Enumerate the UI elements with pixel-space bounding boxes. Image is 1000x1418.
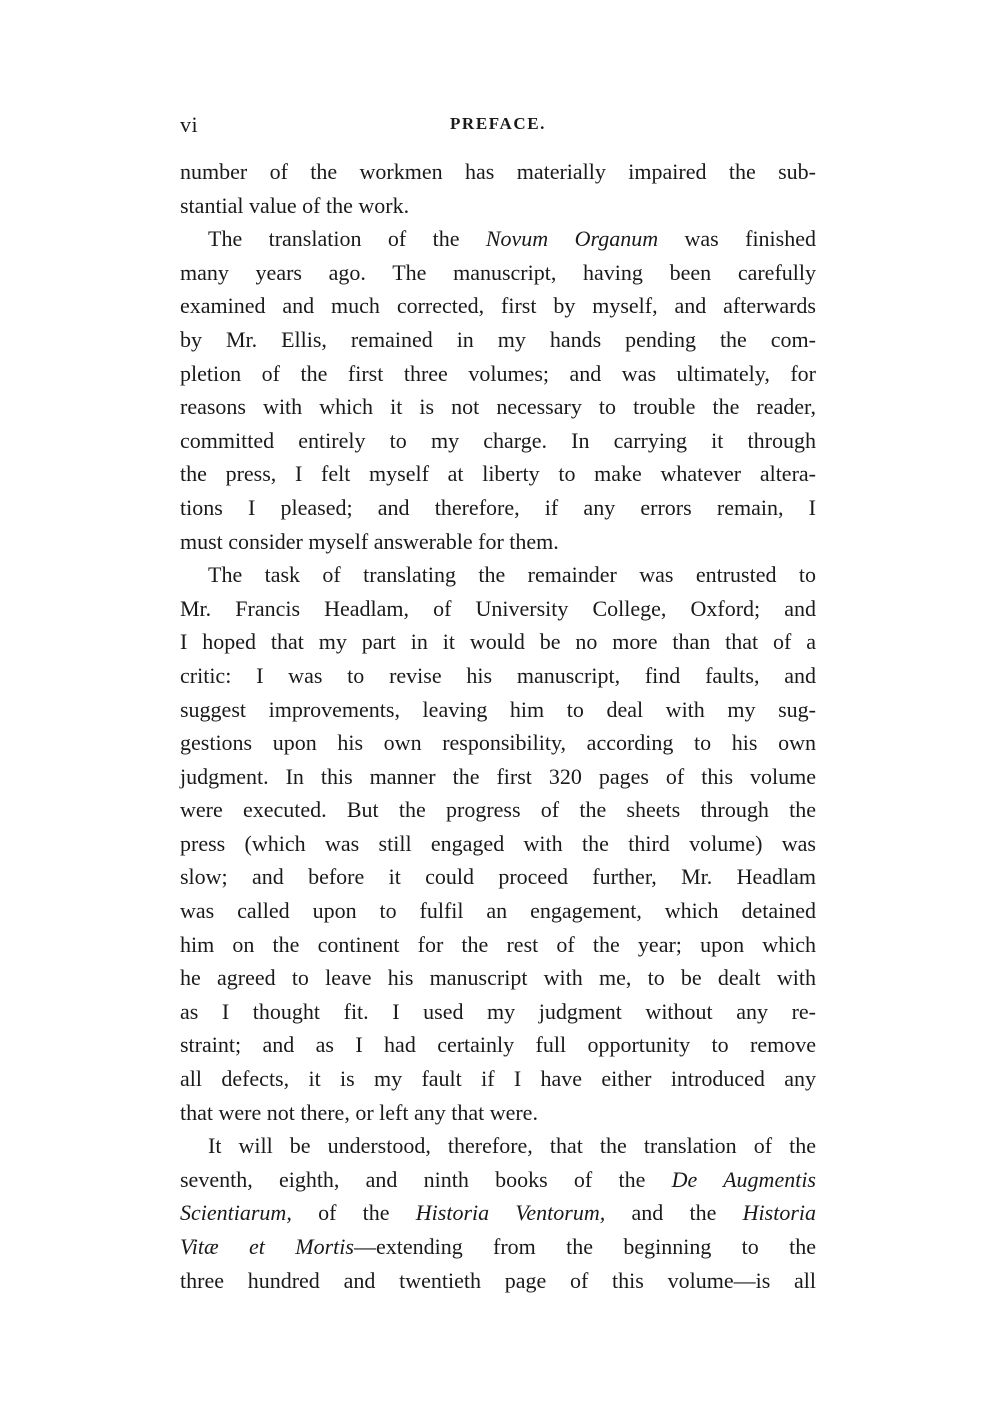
text-line — [180, 995, 816, 1029]
text-line — [180, 1264, 816, 1298]
text-line — [180, 390, 816, 424]
italic-title: Scientiarum, — [180, 1200, 292, 1226]
text-line — [180, 793, 816, 827]
text-line — [180, 189, 816, 223]
text-segment: judgment. In this manner the first 320 pages of this volume — [180, 763, 816, 789]
text-segment: press (which was still engaged with the third volume) was — [180, 830, 816, 856]
text-line — [180, 1196, 816, 1230]
text-segment: I hoped that my part in it would be no more than that of a — [180, 629, 816, 655]
text-line — [180, 1230, 816, 1264]
running-head: PREFACE. — [449, 114, 547, 133]
text-segment: examined and much corrected, first by myself, and afterwards — [180, 293, 816, 319]
text-line — [180, 155, 816, 189]
text-line — [180, 256, 816, 290]
text-segment: critic: I was to revise his manuscript, find faults, and — [180, 662, 816, 688]
text-line — [180, 961, 816, 995]
text-segment: all defects, it is my fault if I have either introduced any — [180, 1066, 816, 1092]
text-segment: that were not there, or left any that were. — [180, 1099, 538, 1125]
text-segment: straint; and as I had certainly full opportunity to remove — [180, 1032, 816, 1058]
text-segment: number of the workmen has materially impaired the sub- — [180, 159, 816, 184]
text-line — [180, 693, 816, 727]
text-line — [180, 760, 816, 794]
text-line — [180, 525, 816, 559]
text-line — [180, 592, 816, 626]
italic-title: Historia — [742, 1200, 816, 1226]
text-line — [180, 491, 816, 525]
text-segment: was finished — [658, 226, 816, 252]
text-segment: many years ago. The manuscript, having been carefully — [180, 259, 816, 285]
text-segment: reasons with which it is not necessary to trouble the reader, — [180, 394, 816, 420]
text-line — [180, 1129, 816, 1163]
text-line — [180, 457, 816, 491]
text-line — [180, 222, 816, 256]
text-line — [180, 827, 816, 861]
italic-title: Novum Organum — [485, 226, 659, 252]
text-segment: three hundred and twentieth page of this volume—is all — [180, 1267, 816, 1293]
text-line — [180, 558, 816, 592]
page-header — [180, 112, 816, 142]
text-line — [180, 289, 816, 323]
text-line — [180, 860, 816, 894]
text-segment: were executed. But the progress of the sheets through the — [180, 797, 816, 823]
text-segment: committed entirely to my charge. In carrying it through — [180, 427, 816, 453]
text-segment: and the — [605, 1200, 743, 1226]
text-segment: stantial value of the work. — [180, 192, 410, 218]
text-segment: —extending from the beginning to the — [353, 1234, 816, 1259]
text-line — [180, 659, 816, 693]
body-text — [180, 155, 816, 1297]
italic-title: Historia Ventorum, — [415, 1200, 606, 1226]
text-segment: suggest improvements, leaving him to deal with my sug- — [180, 696, 816, 722]
text-segment: The task of translating the remainder was entrusted to — [208, 562, 816, 588]
text-segment: pletion of the first three volumes; and was ultimately, for — [180, 360, 816, 386]
text-line — [180, 1096, 816, 1130]
text-segment: The translation of the — [208, 226, 486, 252]
text-segment: It will be understood, therefore, that the translation of the — [208, 1133, 816, 1159]
text-line — [180, 625, 816, 659]
text-line — [180, 1163, 816, 1197]
text-line — [180, 1062, 816, 1096]
text-segment: him on the continent for the rest of the year; upon which — [180, 931, 816, 957]
text-line — [180, 1028, 816, 1062]
text-segment: the press, I felt myself at liberty to make whatever altera- — [180, 461, 816, 487]
text-segment: slow; and before it could proceed further, Mr. Headlam — [180, 864, 816, 890]
page-number: vi — [180, 112, 199, 137]
text-line — [180, 726, 816, 760]
text-segment: must consider myself answerable for them. — [180, 528, 559, 554]
text-segment: Mr. Francis Headlam, of University College, Oxford; and — [180, 595, 816, 621]
text-segment: seventh, eighth, and ninth books of the — [180, 1166, 672, 1192]
text-line — [180, 894, 816, 928]
text-segment: tions I pleased; and therefore, if any errors remain, I — [180, 494, 816, 520]
text-segment: as I thought fit. I used my judgment without any re- — [180, 998, 816, 1024]
text-segment: he agreed to leave his manuscript with me, to be dealt with — [180, 965, 816, 991]
text-segment: of the — [291, 1200, 416, 1226]
text-line — [180, 424, 816, 458]
text-line — [180, 323, 816, 357]
italic-title: Vitæ et Mortis — [180, 1234, 354, 1259]
text-segment: by Mr. Ellis, remained in my hands pending the com- — [180, 326, 816, 352]
text-line — [180, 357, 816, 391]
text-segment: was called upon to fulfil an engagement, which detained — [180, 898, 816, 924]
text-segment: gestions upon his own responsibility, according to his own — [180, 730, 816, 756]
italic-title: De Augmentis — [671, 1166, 816, 1192]
text-line — [180, 928, 816, 962]
